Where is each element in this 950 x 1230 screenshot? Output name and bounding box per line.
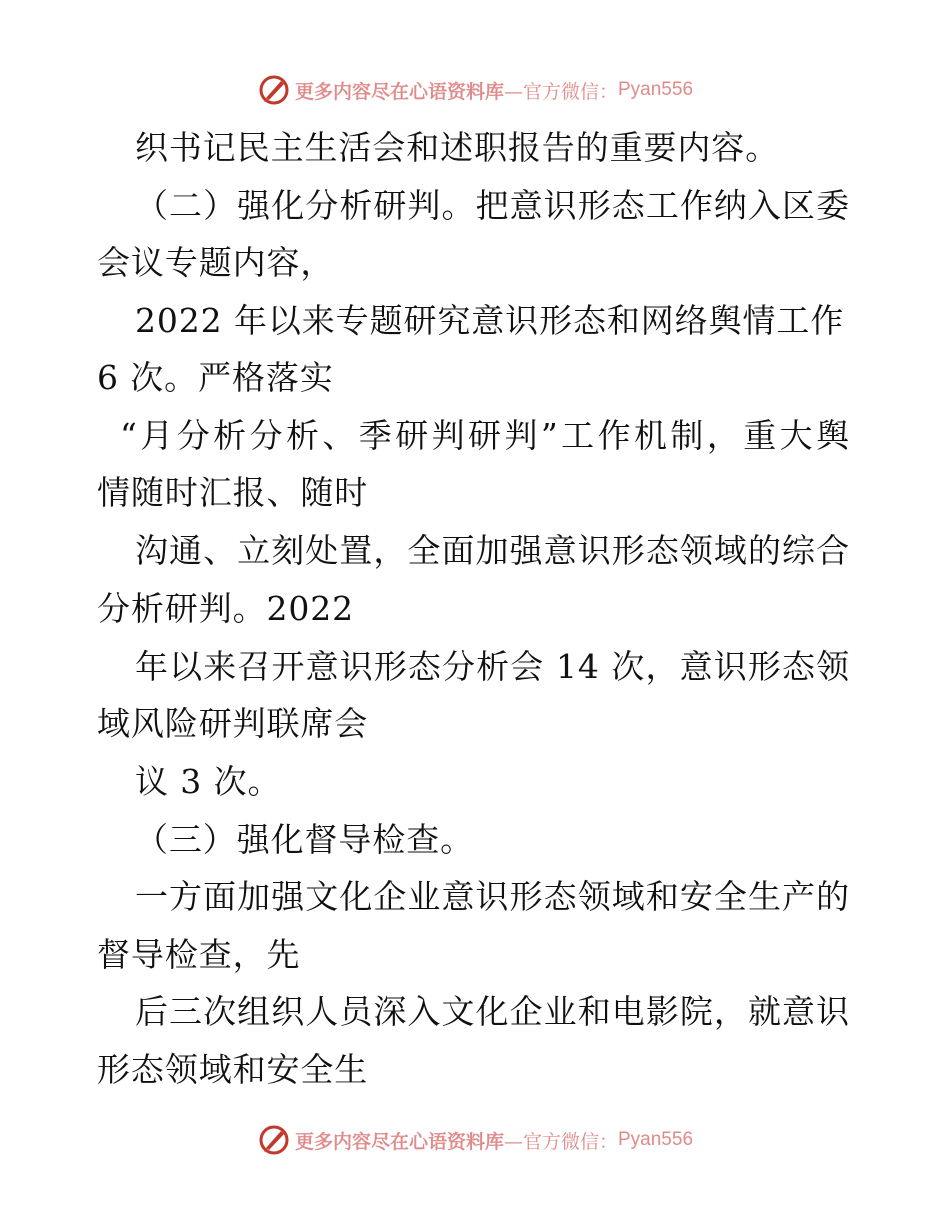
watermark-official-text: —官方微信： [503, 1130, 618, 1153]
text-line: 后三次组织人员深入文化企业和电影院，就意识 [135, 992, 850, 1031]
watermark-cn-text: 更多内容尽在心语资料库 [294, 1130, 504, 1153]
text-line: 情随时汇报、随时 [97, 473, 369, 512]
text-line: 域风险研判联席会 [97, 704, 369, 743]
text-line: 督导检查，先 [97, 935, 301, 974]
text-line: （三）强化督导检查。 [135, 820, 474, 859]
text-line: 会议专题内容， [97, 243, 335, 282]
text-line: 议 3 次。 [135, 762, 282, 801]
watermark-wechat-id: Pyan556 [618, 1129, 694, 1150]
text-line: 织书记民主生活会和述职报告的重要内容。 [135, 128, 780, 167]
text-line: 年以来召开意识形态分析会 14 次，意识形态领 [135, 647, 850, 686]
watermark-wechat-id: Pyan556 [618, 79, 694, 100]
pen-circle-logo-icon [257, 1123, 291, 1157]
watermark-cn-text: 更多内容尽在心语资料库 [294, 80, 504, 103]
text-line: 分析研判。2022 [97, 589, 355, 628]
text-line: 沟通、立刻处置，全面加强意识形态领域的综合 [135, 531, 850, 570]
text-line: “月分析分析、季研判研判”工作机制，重大舆 [120, 416, 850, 455]
text-line: （二）强化分析研判。把意识形态工作纳入区委 [135, 186, 850, 225]
text-line: 2022 年以来专题研究意识形态和网络舆情工作 [135, 301, 845, 340]
text-line: 6 次。严格落实 [97, 358, 334, 397]
text-line: 形态领域和安全生 [97, 1050, 369, 1089]
watermark-official-text: —官方微信： [503, 80, 618, 103]
footer-watermark [0, 1120, 950, 1160]
text-line: 一方面加强文化企业意识形态领域和安全生产的 [135, 877, 850, 916]
